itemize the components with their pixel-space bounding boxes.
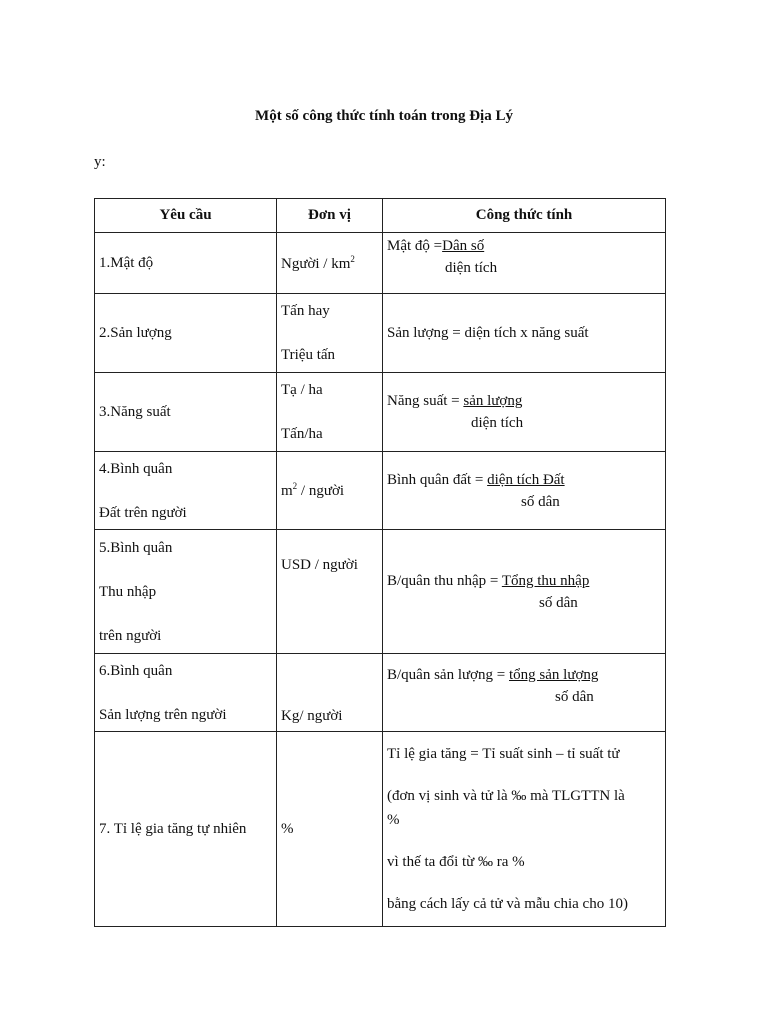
unit-text: Triệu tấn [281,347,336,363]
formula-numerator: Dân số [442,238,485,254]
formula-cell [383,530,666,654]
requirement-cell [95,452,277,530]
unit-cell [277,732,383,927]
requirement-text: 5.Bình quân [99,539,173,556]
formula-cell [383,294,666,373]
formula-numerator: tổng sản lượng [509,667,599,683]
requirement-text: 7. Tỉ lệ gia tăng tự nhiên [99,821,247,837]
formula-table [94,198,666,927]
formula-line: vì thế ta đổi từ ‰ ra % [387,854,525,870]
formula-line: % [387,812,400,828]
requirement-text: 3.Năng suất [99,404,171,420]
unit-text: Tấn hay [281,303,330,319]
requirement-cell [95,654,277,732]
unit-cell [277,452,383,530]
table-row [95,373,666,452]
formula-denominator: số dân [539,594,578,611]
requirement-text: 1.Mật độ [99,255,154,271]
requirement-text: 4.Bình quân [99,460,173,477]
formula-denominator: số dân [555,689,594,705]
table-header-row [95,199,666,233]
unit-text: Kg/ người [281,708,343,724]
formula-cell [383,732,666,927]
formula-cell [383,373,666,452]
formula-cell [383,452,666,530]
lead-text: y: [94,154,106,170]
table-row [95,732,666,927]
formula-line: Tỉ lệ gia tăng = Tỉ suất sinh – tỉ suất tử [387,746,620,762]
formula-text: Sản lượng = diện tích x năng suất [387,325,589,341]
table-row [95,452,666,530]
unit-text: USD / người [281,557,358,573]
unit-text: % [281,821,294,837]
unit-cell [277,294,383,373]
formula-cell [383,654,666,732]
formula-line: bằng cách lấy cả tử và mẫu chia cho 10) [387,896,628,912]
unit-text: Người / km [281,255,351,272]
unit-cell [277,530,383,654]
requirement-text: Đất trên người [99,504,187,521]
requirement-cell [95,294,277,373]
formula-denominator: diện tích [445,260,498,276]
unit-superscript: 2 [350,253,355,264]
formula-numerator: diện tích Đất [487,471,565,488]
formula-denominator: số dân [521,493,560,510]
header-formula: Công thức tính [383,199,666,233]
formula-prefix: Bình quân đất = [387,471,488,488]
formula-numerator: sản lượng [463,393,523,409]
table-row [95,294,666,373]
requirement-cell [95,530,277,654]
requirement-cell [95,732,277,927]
formula-denominator: diện tích [471,415,524,431]
requirement-text: Thu nhập [99,583,157,600]
formula-line: (đơn vị sinh và tử là ‰ mà TLGTTN là [387,788,625,804]
unit-text: m [281,483,293,499]
formula-numerator: Tổng thu nhập [501,572,590,589]
formula-prefix: B/quân sản lượng = [387,667,510,683]
table-row [95,233,666,294]
requirement-text: 6.Bình quân [99,662,173,679]
table-row [95,530,666,654]
unit-superscript: 2 [292,481,298,491]
unit-cell [277,233,383,294]
requirement-cell [95,233,277,294]
unit-cell [277,373,383,452]
document-title: Một số công thức tính toán trong Địa Lý [255,108,513,124]
requirement-cell [95,373,277,452]
requirement-text: trên người [99,627,162,644]
table-row [95,654,666,732]
formula-prefix: Năng suất = [387,393,464,409]
header-requirement: Yêu cầu [95,199,277,233]
requirement-text: 2.Sản lượng [99,325,172,341]
unit-text: Tạ / ha [281,382,323,398]
formula-cell [383,233,666,294]
formula-prefix: B/quân thu nhập = [387,572,502,589]
unit-text: / người [297,483,345,499]
formula-prefix: Mật độ = [387,238,443,254]
requirement-text: Sản lượng trên người [99,706,227,723]
unit-cell [277,654,383,732]
header-unit: Đơn vị [277,199,383,233]
unit-text: Tấn/ha [281,426,323,442]
